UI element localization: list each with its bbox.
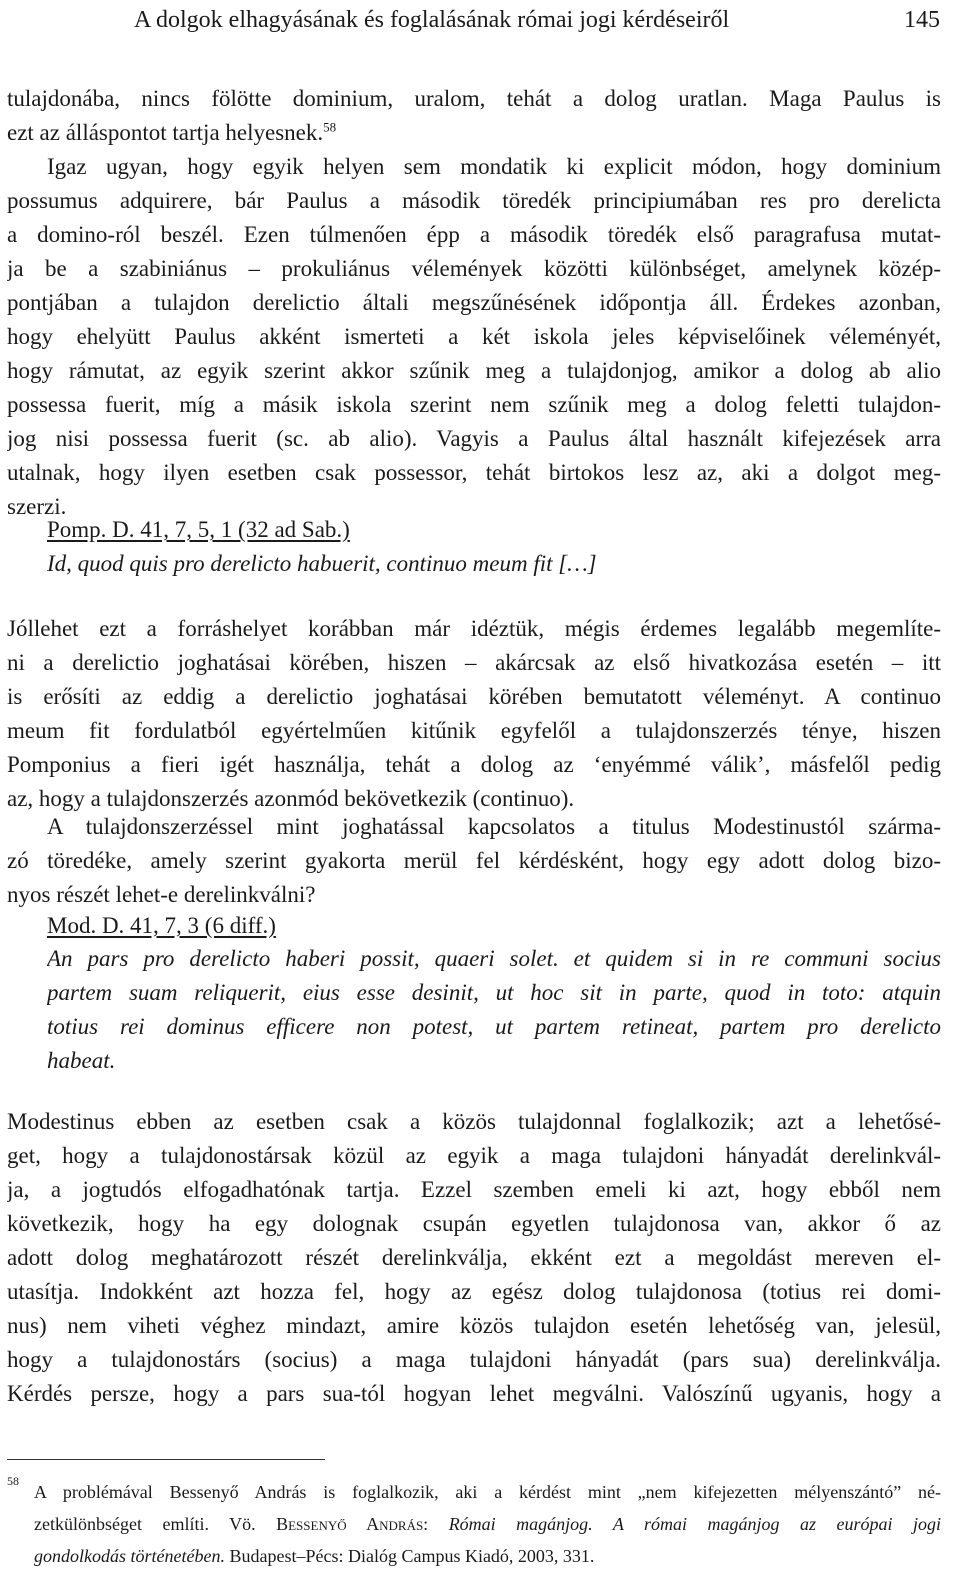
text-line: hogy a tulajdonostárs (socius) a maga tulajdoni hányadát (pars sua) derelinkválja.	[7, 1347, 941, 1372]
text-line: Igaz ugyan, hogy egyik helyen sem mondatik ki explicit módon, hogy dominium	[47, 154, 941, 179]
text-line: tulajdonába, nincs fölötte dominium, uralom, tehát a dolog uratlan. Maga Paulus is	[7, 86, 941, 111]
latin-quote: Id, quod quis pro derelicto habuerit, continuo meum fit […]	[47, 551, 597, 576]
paragraph-3	[7, 612, 941, 816]
paragraph-2	[7, 150, 941, 524]
quote-line: habeat.	[47, 1048, 116, 1073]
paragraph-continuation	[7, 82, 941, 150]
footnote-book-subtitle: gondolkodás történetében.	[34, 1546, 225, 1566]
footnote-line: A problémával Bessenyő András is foglalkozik, aki a kérdést mint „nem kifejezetten mélyenszántó” né-	[34, 1482, 941, 1502]
footnote-text: zetkülönbséget említi. Vö.	[34, 1514, 277, 1534]
text-line: ni a derelictio joghatásai körében, hiszen – akárcsak az első hivatkozása esetén – itt	[7, 650, 941, 675]
latin-quote-block	[47, 942, 941, 1078]
text-line: az, hogy a tulajdonszerzés azonmód bekövetkezik (continuo).	[7, 786, 575, 811]
footnote-body	[7, 1476, 941, 1572]
text-line: meum fit fordulatból egyértelműen kitűnik egyfelől a tulajdonszerzés ténye, hiszen	[7, 718, 941, 743]
text-line: szerzi.	[7, 494, 67, 519]
text-line: utalnak, hogy ilyen esetben csak possessor, tehát birtokos lesz az, aki a dolgot meg-	[7, 460, 941, 485]
text-line: pontjában a tulajdon derelictio általi megszűnésének időpontja áll. Érdekes azonban,	[7, 290, 941, 315]
footnote-line	[34, 1508, 941, 1540]
text-line: A tulajdonszerzéssel mint joghatással kapcsolatos a titulus Modestinustól szárma-	[47, 814, 941, 839]
footnote-book-title: Római magánjog. A római magánjog az európai jogi	[448, 1514, 941, 1534]
text-line: nus) nem viheti véghez mindazt, amire közös tulajdon esetén lehetőség van, jelesül,	[7, 1313, 941, 1338]
text-line: get, hogy a tulajdonostársak közül az egyik a maga tulajdoni hányadát derelinkvál-	[7, 1143, 941, 1168]
text-line: jog nisi possessa fuerit (sc. ab alio). Vagyis a Paulus által használt kifejezések arra	[7, 426, 941, 451]
quote-line: partem suam reliquerit, eius esse desinit, ut hoc sit in parte, quod in toto: atquin	[47, 980, 941, 1005]
text-line: ja, a jogtudós elfogadhatónak tartja. Ezzel szemben emeli ki azt, hogy ebből nem	[7, 1177, 941, 1202]
text-line: zó töredéke, amely szerint gyakorta merül fel kérdésként, hogy egy adott dolog bizo-	[7, 848, 941, 873]
source-citation-2	[7, 909, 941, 943]
text-line: a domino-ról beszél. Ezen túlmenően épp a második töredék első paragrafusa mutat-	[7, 222, 941, 247]
running-title: A dolgok elhagyásának és foglalásának római jogi kérdéseiről	[134, 7, 730, 33]
quote-line: An pars pro derelicto haberi possit, quaeri solet. et quidem si in re communi socius	[47, 946, 941, 971]
text-line: Jóllehet ezt a forráshelyet korábban már idéztük, mégis érdemes legalább megemlíte-	[7, 616, 941, 641]
paragraph-4	[7, 810, 941, 912]
text-line: következik, hogy ha egy dolognak csupán egyetlen tulajdonosa van, akkor ő az	[7, 1211, 941, 1236]
source-reference: Pomp. D. 41, 7, 5, 1 (32 ad Sab.)	[47, 517, 350, 542]
footnote-separator	[7, 1459, 325, 1460]
text-line: Pomponius a fieri igét használja, tehát a dolog az ‘enyémmé válik’, másfelől pedig	[7, 752, 941, 777]
text-line	[7, 116, 941, 150]
text-line: is erősíti az eddig a derelictio joghatásai körében bemutatott véleményt. A continuo	[7, 684, 941, 709]
source-citation-1	[7, 513, 941, 581]
footnote-publication: Budapest–Pécs: Dialóg Campus Kiadó, 2003, 331.	[224, 1546, 595, 1566]
footnote-line	[34, 1540, 941, 1572]
text-line: adott dolog meghatározott részét derelinkválja, ekként ezt a megoldást mereven el-	[7, 1245, 941, 1270]
footnote	[7, 1476, 941, 1572]
text-line: ja be a szabiniánus – prokuliánus vélemények közötti különbséget, amelynek közép-	[7, 256, 941, 281]
quote-line: totius rei dominus efficere non potest, ut partem retineat, partem pro derelicto	[47, 1014, 941, 1039]
running-header	[0, 4, 960, 36]
footnote-author: Bessenyő András:	[276, 1514, 429, 1534]
source-reference: Mod. D. 41, 7, 3 (6 diff.)	[47, 913, 276, 938]
text-line: Kérdés persze, hogy a pars sua-tól hogyan lehet megválni. Valószínű ugyanis, hogy a	[7, 1381, 941, 1406]
text-line: hogy ehelyütt Paulus akként ismerteti a két iskola jeles képviselőinek véleményét,	[7, 324, 941, 349]
text-line: Modestinus ebben az esetben csak a közös tulajdonnal foglalkozik; azt a lehetősé-	[7, 1109, 941, 1134]
page-number: 145	[904, 7, 940, 33]
text-line: possessa fuerit, míg a másik iskola szerint nem szűnik meg a dolog feletti tulajdon-	[7, 392, 941, 417]
text-line: nyos részét lehet-e derelinkválni?	[7, 882, 316, 907]
footnote-number: 58	[7, 1474, 19, 1488]
text-line: hogy rámutat, az egyik szerint akkor szűnik meg a tulajdonjog, amikor a dolog ab alio	[7, 358, 941, 383]
paragraph-5	[7, 1105, 941, 1411]
text-line: utasítja. Indokként azt hozza fel, hogy az egész dolog tulajdonosa (totius rei domi-	[7, 1279, 941, 1304]
text-segment: ezt az álláspontot tartja helyesnek.	[7, 120, 324, 145]
text-line: possumus adquirere, bár Paulus a második töredék principiumában res pro derelicta	[7, 188, 941, 213]
footnote-reference[interactable]: 58	[323, 119, 337, 135]
